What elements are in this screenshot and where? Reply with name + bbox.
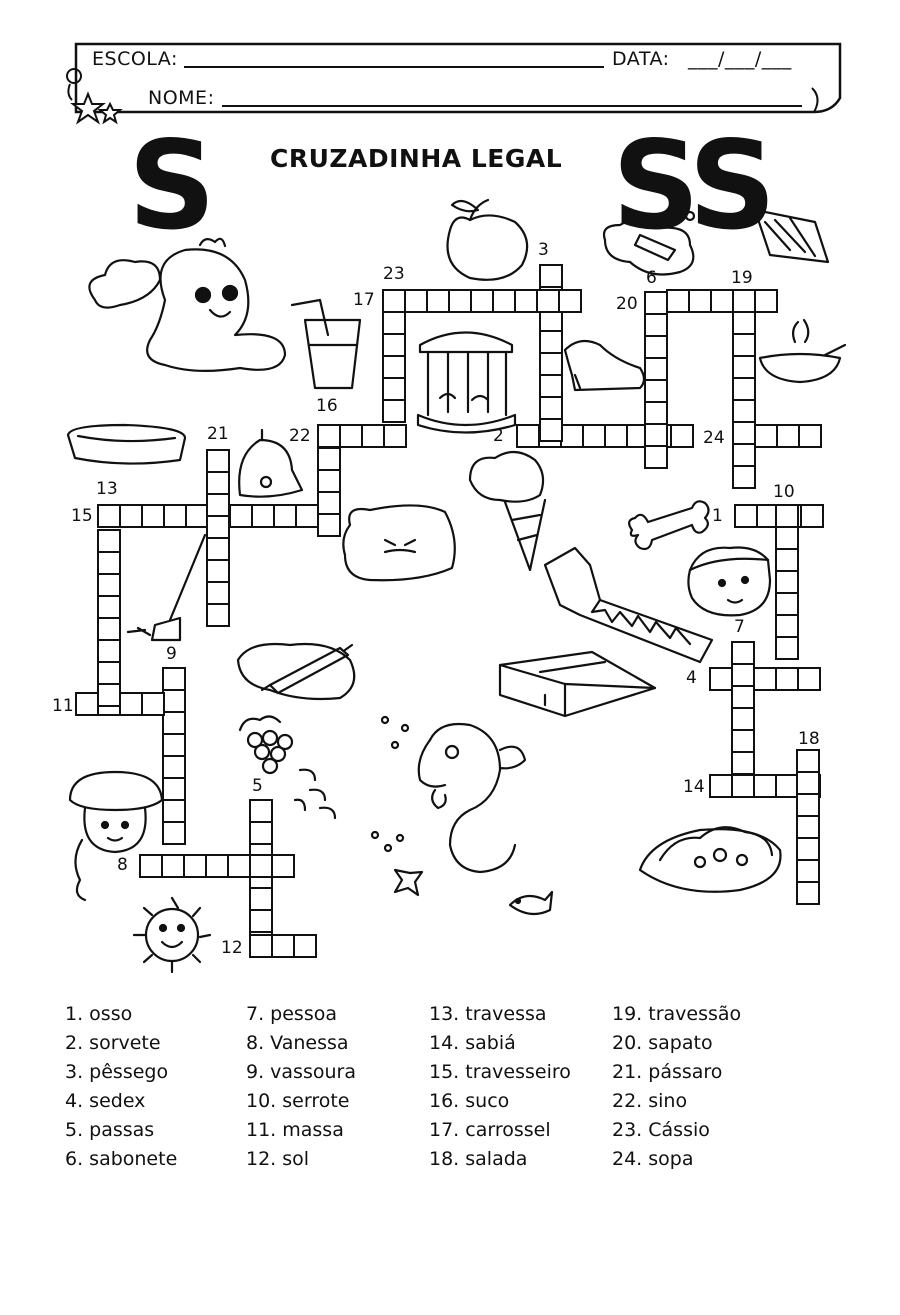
crossword-cell-18[interactable] bbox=[797, 860, 819, 882]
crossword-cell-17[interactable] bbox=[537, 290, 559, 312]
crossword-cell-3[interactable] bbox=[540, 353, 562, 375]
crossword-cell-20[interactable] bbox=[667, 290, 689, 312]
crossword-cell-19[interactable] bbox=[733, 444, 755, 466]
crossword-cell-16[interactable] bbox=[340, 425, 362, 447]
grid-number-15: 15 bbox=[71, 506, 93, 526]
crossword-cell-20[interactable] bbox=[711, 290, 733, 312]
crossword-cell-18[interactable] bbox=[797, 838, 819, 860]
crossword-cell-19[interactable] bbox=[733, 422, 755, 444]
crossword-cell-2[interactable] bbox=[583, 425, 605, 447]
crossword-cell-13[interactable] bbox=[98, 662, 120, 684]
crossword-cell-6[interactable] bbox=[645, 314, 667, 336]
clue-item: 12. sol bbox=[246, 1148, 310, 1170]
crossword-cell-20[interactable] bbox=[755, 290, 777, 312]
crossword-cell-15[interactable] bbox=[120, 505, 142, 527]
crossword-cell-18[interactable] bbox=[797, 794, 819, 816]
crossword-cell-21[interactable] bbox=[207, 472, 229, 494]
crossword-cell-2[interactable] bbox=[671, 425, 693, 447]
crossword-cell-15[interactable] bbox=[98, 505, 120, 527]
grid-number-7: 7 bbox=[734, 617, 745, 637]
grid-number-4: 4 bbox=[686, 668, 697, 688]
grid-number-23: 23 bbox=[383, 264, 405, 284]
grid-number-18: 18 bbox=[798, 729, 820, 749]
crossword-cell-7[interactable] bbox=[732, 752, 754, 774]
crossword-cell-9[interactable] bbox=[163, 712, 185, 734]
crossword-cell-6[interactable] bbox=[645, 424, 667, 446]
clue-item: 19. travessão bbox=[612, 1003, 742, 1025]
crossword-cell-19[interactable] bbox=[733, 312, 755, 334]
crossword-cell-6[interactable] bbox=[645, 292, 667, 314]
crossword-cell-19[interactable] bbox=[733, 466, 755, 488]
crossword-cell-21[interactable] bbox=[207, 538, 229, 560]
clue-item: 8. Vanessa bbox=[246, 1032, 349, 1054]
clue-item: 6. sabonete bbox=[65, 1148, 178, 1170]
grid-number-5: 5 bbox=[252, 776, 263, 796]
crossword-cell-21[interactable] bbox=[207, 494, 229, 516]
clue-column-3 bbox=[429, 1000, 571, 1174]
crossword-cell-13[interactable] bbox=[98, 618, 120, 640]
big-letters-ss: SS bbox=[612, 115, 771, 257]
crossword-cell-5[interactable] bbox=[250, 822, 272, 844]
crossword-cell-10[interactable] bbox=[776, 593, 798, 615]
crossword-cell-9[interactable] bbox=[163, 734, 185, 756]
crossword-cell-9[interactable] bbox=[163, 668, 185, 690]
crossword-cell-19[interactable] bbox=[733, 356, 755, 378]
clue-item: 7. pessoa bbox=[246, 1003, 337, 1025]
crossword-cell-17[interactable] bbox=[471, 290, 493, 312]
crossword-cell-11[interactable] bbox=[120, 693, 142, 715]
crossword-cell-4[interactable] bbox=[754, 668, 776, 690]
crossword-cell-10[interactable] bbox=[776, 549, 798, 571]
crossword-cell-5[interactable] bbox=[250, 888, 272, 910]
crossword-cell-7[interactable] bbox=[732, 686, 754, 708]
crossword-cell-13[interactable] bbox=[98, 552, 120, 574]
grid-number-14: 14 bbox=[683, 777, 705, 797]
clue-item: 17. carrossel bbox=[429, 1119, 551, 1141]
crossword-cell-13[interactable] bbox=[98, 640, 120, 662]
crossword-cell-17[interactable] bbox=[559, 290, 581, 312]
crossword-cell-8[interactable] bbox=[206, 855, 228, 877]
crossword-cell-19[interactable] bbox=[733, 290, 755, 312]
crossword-cell-9[interactable] bbox=[163, 800, 185, 822]
crossword-cell-9[interactable] bbox=[163, 778, 185, 800]
clue-item: 9. vassoura bbox=[246, 1061, 356, 1083]
crossword-cell-24[interactable] bbox=[755, 425, 777, 447]
crossword-cell-12[interactable] bbox=[250, 935, 272, 957]
crossword-cell-9[interactable] bbox=[163, 690, 185, 712]
crossword-cell-18[interactable] bbox=[797, 882, 819, 904]
grid-number-9: 9 bbox=[166, 644, 177, 664]
crossword-cell-19[interactable] bbox=[733, 378, 755, 400]
crossword-cell-1[interactable] bbox=[735, 505, 757, 527]
crossword-cell-15[interactable] bbox=[274, 505, 296, 527]
grid-number-22: 22 bbox=[289, 426, 311, 446]
crossword-cell-24[interactable] bbox=[799, 425, 821, 447]
crossword-cell-8[interactable] bbox=[184, 855, 206, 877]
grid-number-16: 16 bbox=[316, 396, 338, 416]
crossword-cell-7[interactable] bbox=[732, 664, 754, 686]
crossword-cell-21[interactable] bbox=[207, 516, 229, 538]
grid-number-1: 1 bbox=[712, 506, 723, 526]
crossword-cell-14[interactable] bbox=[754, 775, 776, 797]
crossword-cell-10[interactable] bbox=[776, 527, 798, 549]
crossword-cell-8[interactable] bbox=[272, 855, 294, 877]
crossword-cell-6[interactable] bbox=[645, 336, 667, 358]
grid-number-8: 8 bbox=[117, 855, 128, 875]
clue-item: 21. pássaro bbox=[612, 1061, 723, 1083]
crossword-cell-23[interactable] bbox=[383, 400, 405, 422]
crossword-cell-5[interactable] bbox=[250, 910, 272, 932]
crossword-cell-13[interactable] bbox=[98, 684, 120, 706]
crossword-cell-6[interactable] bbox=[645, 380, 667, 402]
crossword-cell-18[interactable] bbox=[797, 772, 819, 794]
clue-item: 15. travesseiro bbox=[429, 1061, 571, 1083]
grid-number-10: 10 bbox=[773, 482, 795, 502]
crossword-cell-7[interactable] bbox=[732, 642, 754, 664]
crossword-cell-15[interactable] bbox=[142, 505, 164, 527]
crossword-cell-8[interactable] bbox=[140, 855, 162, 877]
crossword-cell-7[interactable] bbox=[732, 708, 754, 730]
crossword-cell-4[interactable] bbox=[776, 668, 798, 690]
crossword-cell-14[interactable] bbox=[710, 775, 732, 797]
crossword-cell-19[interactable] bbox=[733, 334, 755, 356]
grid-number-13: 13 bbox=[96, 479, 118, 499]
clue-item: 13. travessa bbox=[429, 1003, 547, 1025]
grid-number-17: 17 bbox=[353, 290, 375, 310]
crossword-cell-15[interactable] bbox=[164, 505, 186, 527]
clue-item: 20. sapato bbox=[612, 1032, 713, 1054]
date-field[interactable]: ___/___/___ bbox=[688, 48, 792, 70]
crossword-cell-13[interactable] bbox=[98, 574, 120, 596]
clue-column-4 bbox=[612, 1000, 741, 1174]
crossword-cell-24[interactable] bbox=[777, 425, 799, 447]
crossword-cell-16[interactable] bbox=[362, 425, 384, 447]
grid-number-2: 2 bbox=[493, 426, 504, 446]
crossword-cell-15[interactable] bbox=[186, 505, 208, 527]
grid-number-3: 3 bbox=[538, 240, 549, 260]
crossword-cell-2[interactable] bbox=[605, 425, 627, 447]
clue-column-1 bbox=[65, 1000, 177, 1174]
crossword-cell-17[interactable] bbox=[493, 290, 515, 312]
crossword-cell-10[interactable] bbox=[776, 571, 798, 593]
crossword-cell-8[interactable] bbox=[228, 855, 250, 877]
crossword-cell-3[interactable] bbox=[540, 375, 562, 397]
crossword-cell-14[interactable] bbox=[776, 775, 798, 797]
crossword-cell-22[interactable] bbox=[318, 492, 340, 514]
clue-item: 14. sabiá bbox=[429, 1032, 516, 1054]
clue-item: 5. passas bbox=[65, 1119, 155, 1141]
crossword-cell-12[interactable] bbox=[272, 935, 294, 957]
crossword-cell-16[interactable] bbox=[384, 425, 406, 447]
grid-number-11: 11 bbox=[52, 696, 74, 716]
crossword-cell-23[interactable] bbox=[383, 356, 405, 378]
crossword-cell-4[interactable] bbox=[798, 668, 820, 690]
crossword-cell-12[interactable] bbox=[294, 935, 316, 957]
clue-item: 10. serrote bbox=[246, 1090, 350, 1112]
crossword-cell-3[interactable] bbox=[540, 397, 562, 419]
crossword-cell-6[interactable] bbox=[645, 446, 667, 468]
grid-number-20: 20 bbox=[616, 294, 638, 314]
grid-number-6: 6 bbox=[646, 268, 657, 288]
crossword-cell-16[interactable] bbox=[318, 425, 340, 447]
clue-item: 22. sino bbox=[612, 1090, 688, 1112]
crossword-cell-13[interactable] bbox=[98, 530, 120, 552]
crossword-cell-11[interactable] bbox=[76, 693, 98, 715]
crossword-cell-15[interactable] bbox=[230, 505, 252, 527]
clue-item: 1. osso bbox=[65, 1003, 133, 1025]
crossword-cell-6[interactable] bbox=[645, 402, 667, 424]
crossword-cell-2[interactable] bbox=[561, 425, 583, 447]
crossword-cell-1[interactable] bbox=[801, 505, 823, 527]
crossword-cell-15[interactable] bbox=[252, 505, 274, 527]
page-title: CRUZADINHA LEGAL bbox=[270, 144, 563, 173]
crossword-cell-17[interactable] bbox=[405, 290, 427, 312]
crossword-cell-3[interactable] bbox=[540, 265, 562, 287]
crossword-cell-22[interactable] bbox=[318, 448, 340, 470]
crossword-cell-10[interactable] bbox=[776, 637, 798, 659]
crossword-cell-14[interactable] bbox=[732, 775, 754, 797]
crossword-cell-8[interactable] bbox=[162, 855, 184, 877]
crossword-cell-18[interactable] bbox=[797, 750, 819, 772]
crossword-cell-10[interactable] bbox=[776, 615, 798, 637]
crossword-cell-3[interactable] bbox=[540, 331, 562, 353]
crossword-cell-9[interactable] bbox=[163, 822, 185, 844]
crossword-cell-19[interactable] bbox=[733, 400, 755, 422]
crossword-cell-18[interactable] bbox=[797, 816, 819, 838]
clue-item: 18. salada bbox=[429, 1148, 528, 1170]
grid-number-19: 19 bbox=[731, 268, 753, 288]
crossword-cell-23[interactable] bbox=[383, 312, 405, 334]
crossword-cell-17[interactable] bbox=[449, 290, 471, 312]
crossword-cell-17[interactable] bbox=[427, 290, 449, 312]
grid-number-12: 12 bbox=[221, 938, 243, 958]
crossword-cell-21[interactable] bbox=[207, 604, 229, 626]
crossword-cell-7[interactable] bbox=[732, 730, 754, 752]
crossword-cell-6[interactable] bbox=[645, 358, 667, 380]
crossword-cell-4[interactable] bbox=[710, 668, 732, 690]
crossword-cell-15[interactable] bbox=[296, 505, 318, 527]
crossword-cell-13[interactable] bbox=[98, 596, 120, 618]
date-label: DATA: bbox=[612, 48, 670, 70]
crossword-cell-8[interactable] bbox=[250, 855, 272, 877]
crossword-cell-20[interactable] bbox=[689, 290, 711, 312]
crossword-cell-11[interactable] bbox=[142, 693, 164, 715]
school-label: ESCOLA: bbox=[92, 48, 178, 70]
clue-column-2 bbox=[246, 1000, 356, 1174]
clue-item: 11. massa bbox=[246, 1119, 344, 1141]
crossword-cell-21[interactable] bbox=[207, 450, 229, 472]
crossword-cell-5[interactable] bbox=[250, 800, 272, 822]
clue-item: 2. sorvete bbox=[65, 1032, 161, 1054]
clue-item: 24. sopa bbox=[612, 1148, 694, 1170]
crossword-cell-9[interactable] bbox=[163, 756, 185, 778]
crossword-cell-22[interactable] bbox=[318, 514, 340, 536]
name-label: NOME: bbox=[148, 87, 215, 109]
crossword-cell-17[interactable] bbox=[383, 290, 405, 312]
crossword-cell-21[interactable] bbox=[207, 582, 229, 604]
crossword-cell-2[interactable] bbox=[517, 425, 539, 447]
clue-item: 23. Cássio bbox=[612, 1119, 710, 1141]
crossword-cell-22[interactable] bbox=[318, 470, 340, 492]
grid-number-24: 24 bbox=[703, 428, 725, 448]
grid-number-21: 21 bbox=[207, 424, 229, 444]
crossword-cell-21[interactable] bbox=[207, 560, 229, 582]
clue-item: 16. suco bbox=[429, 1090, 510, 1112]
crossword-cell-23[interactable] bbox=[383, 378, 405, 400]
clue-item: 3. pêssego bbox=[65, 1061, 169, 1083]
clue-item: 4. sedex bbox=[65, 1090, 146, 1112]
crossword-cell-3[interactable] bbox=[540, 419, 562, 441]
crossword-cell-17[interactable] bbox=[515, 290, 537, 312]
crossword-cell-23[interactable] bbox=[383, 334, 405, 356]
big-letter-s: S bbox=[128, 115, 210, 257]
crossword-cell-10[interactable] bbox=[776, 505, 798, 527]
